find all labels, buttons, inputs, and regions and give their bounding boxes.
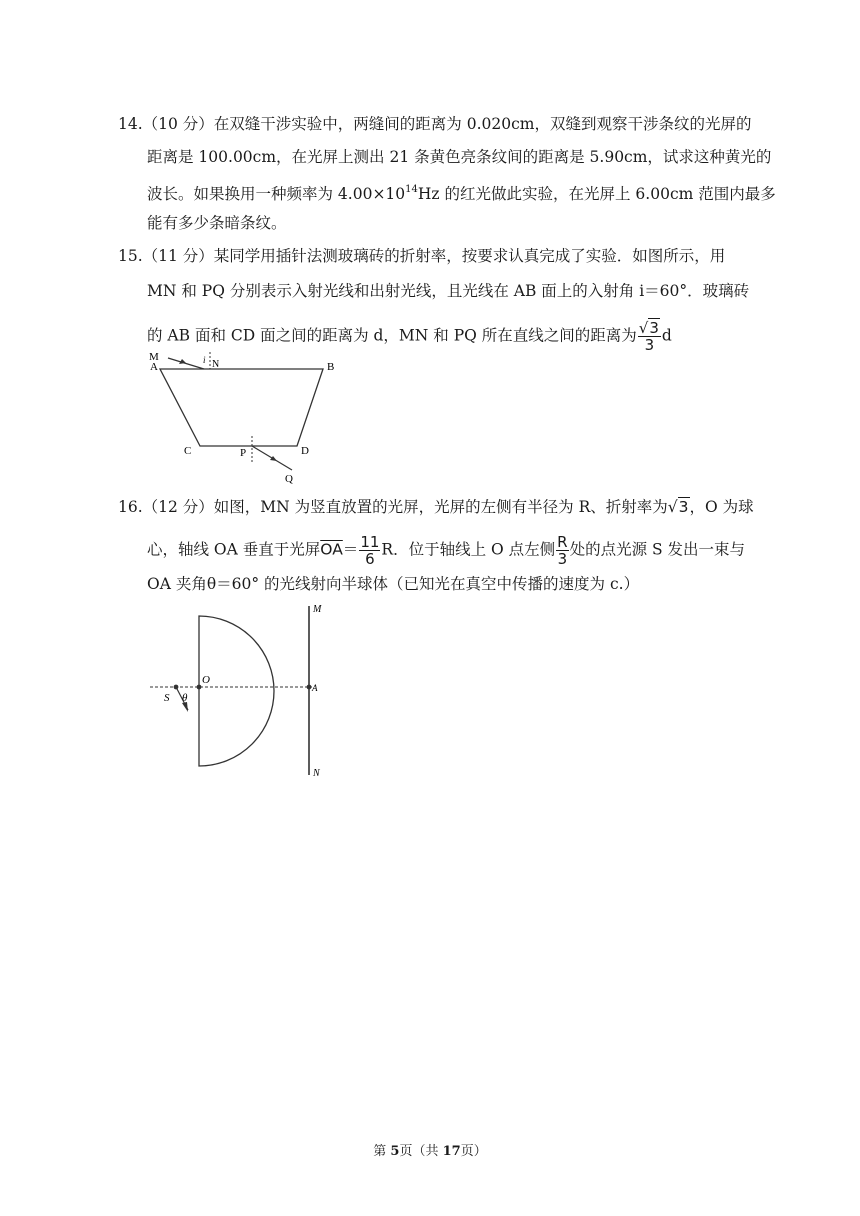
q15-fraction-numerator — [638, 320, 661, 337]
q16-label-S: S — [164, 692, 170, 704]
q16-point-A — [307, 685, 312, 690]
q16-label-theta: θ — [182, 692, 188, 704]
q15-label-Q: Q — [285, 473, 293, 485]
q16-line-2-text-c: 处的点光源 S 发出一束与 — [569, 540, 746, 559]
q16-label-N: N — [313, 768, 320, 779]
q16-fraction-R-3 — [556, 534, 568, 567]
q15-line-2: MN 和 PQ 分别表示入射光线和出射光线，且光线在 AB 面上的入射角 i＝60°．玻璃砖 — [147, 282, 750, 300]
page-footer — [0, 1140, 860, 1159]
q15-line-3-text-b: d — [661, 326, 672, 345]
q15-label-i: i — [203, 355, 206, 365]
q16-line-3: OA 夹角θ＝60° 的光线射向半球体（已知光在真空中传播的速度为 c.） — [147, 575, 640, 593]
q16-line-2-text-b: R．位于轴线上 O 点左侧 — [381, 540, 556, 559]
q15-label-B: B — [327, 361, 335, 373]
q16-sqrt — [668, 497, 690, 516]
q15-label-D: D — [301, 445, 309, 457]
q15-fraction-denominator: 3 — [644, 336, 655, 354]
q16-point-O — [197, 685, 202, 690]
q16-hemisphere-figure — [140, 600, 340, 785]
q14-exponent: 14 — [405, 184, 418, 195]
footer-total-pages: 17 — [442, 1144, 461, 1159]
footer-text-a: 第 — [373, 1144, 391, 1159]
q16-fraction-11-6 — [359, 534, 380, 567]
q15-label-N: N — [212, 359, 220, 370]
q16-sqrt-sign: √ — [667, 498, 678, 516]
footer-text-b: 页（共 — [399, 1144, 443, 1159]
q14-line-4: 能有多少条暗条纹。 — [147, 214, 287, 232]
q16-line-2 — [147, 534, 745, 567]
q15-brick-outline — [160, 369, 323, 446]
q16-line-1-text-a: 16.（12 分）如图，MN 为竖直放置的光屏，光屏的左侧有半径为 R、折射率为 — [118, 498, 668, 516]
q15-label-M: M — [149, 351, 159, 363]
q16-line-1 — [118, 497, 754, 517]
q16-equals: ＝ — [342, 540, 359, 559]
q15-label-P: P — [240, 447, 247, 459]
q15-glass-brick-figure — [140, 350, 350, 490]
q15-line-3-text-a: 的 AB 面和 CD 面之间的距离为 d，MN 和 PQ 所在直线之间的距离为 — [147, 326, 637, 345]
q16-line-2-text-a: 心，轴线 OA 垂直于光屏 — [147, 540, 321, 559]
q16-label-M: M — [313, 604, 322, 615]
q15-line-1: 15.（11 分）某同学用插针法测玻璃砖的折射率，按要求认真完成了实验．如图所示，用 — [118, 247, 726, 265]
q16-fraction-2-numerator: R — [557, 533, 568, 551]
q16-overline-OA: $\overline{OA}$ — [320, 540, 343, 559]
q15-fraction — [638, 320, 661, 353]
q15-sqrt-sign: √ — [638, 319, 649, 337]
q14-line-3-text-a: 波长。如果换用一种频率为 4.00×10 — [147, 185, 406, 203]
q14-line-2: 距离是 100.00cm，在光屏上测出 21 条黄色亮条纹间的距离是 5.90cm，试求这种黄光的 — [147, 148, 772, 166]
q15-label-A: A — [150, 361, 158, 373]
q15-incident-ray-MN — [168, 358, 204, 369]
q16-fraction-1-denominator: 6 — [365, 550, 375, 568]
q14-line-3 — [147, 180, 776, 204]
q16-label-O: O — [202, 674, 210, 686]
q16-label-A: A — [312, 683, 318, 693]
q14-line-1: 14.（10 分）在双缝干涉实验中，两缝间的距离为 0.020cm，双缝到观察干涉条纹的光屏的 — [118, 115, 752, 133]
q15-line-3 — [147, 320, 672, 353]
footer-page-number: 5 — [390, 1144, 400, 1159]
q15-label-C: C — [184, 445, 192, 457]
q16-fraction-1-numerator: 11 — [360, 533, 380, 551]
q16-line-1-text-b: ，O 为球 — [689, 498, 754, 516]
q15-sqrt-radicand: 3 — [649, 319, 659, 337]
footer-text-c: 页） — [460, 1144, 487, 1159]
q16-hemisphere-outline — [199, 616, 274, 766]
q14-line-3-text-b: Hz 的红光做此实验，在光屏上 6.00cm 范围内最多 — [417, 185, 776, 203]
q16-sqrt-radicand: 3 — [678, 498, 689, 516]
q16-fraction-2-denominator: 3 — [557, 550, 568, 568]
